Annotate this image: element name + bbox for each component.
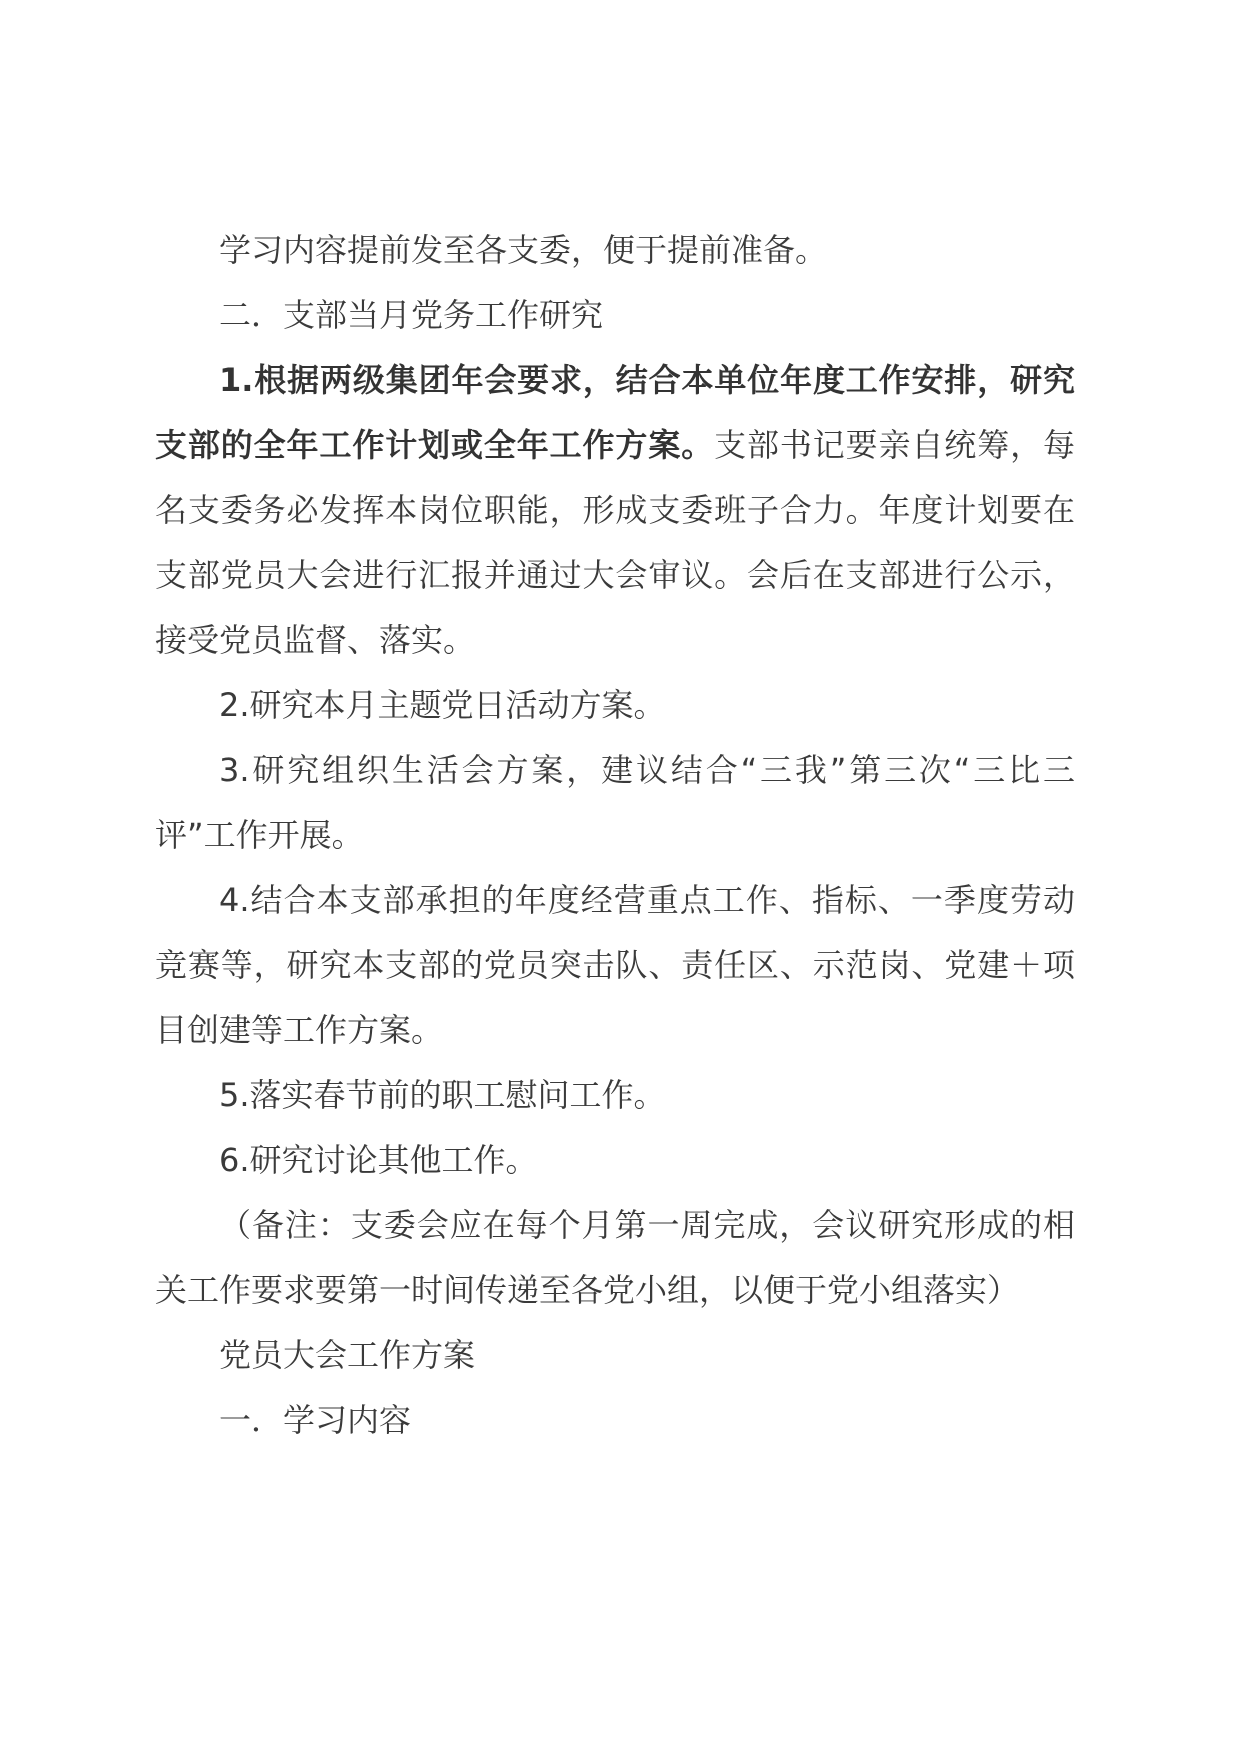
paragraph-item-1	[155, 348, 1075, 673]
paragraph-prepare-note: 学习内容提前发至各支委，便于提前准备。	[219, 231, 828, 269]
paragraph-item-4: 4.结合本支部承担的年度经营重点工作、指标、一季度劳动竞赛等，研究本支部的党员突击队、责任区、示范岗、党建＋项目创建等工作方案。	[155, 881, 1075, 1049]
section-heading-study-content: 一．学习内容	[219, 1401, 412, 1439]
paragraph-item-3: 3.研究组织生活会方案，建议结合“三我”第三次“三比三评”工作开展。	[155, 751, 1075, 854]
item-1-body: 支部书记要亲自统筹，每名支委务必发挥本岗位职能，形成支委班子合力。年度计划要在支部党员大会进行汇报并通过大会审议。会后在支部进行公示，接受党员监督、落实。	[155, 426, 1075, 659]
paragraph-item-6: 6.研究讨论其他工作。	[219, 1141, 538, 1179]
paragraph-item-2: 2.研究本月主题党日活动方案。	[219, 686, 666, 724]
document-body	[155, 218, 1075, 1453]
item-1-bold-lead: 1.根据两级集团年会要求，结合本单位年度工作安排，研究支部的全年工作计划或全年工作方案。	[155, 361, 1075, 464]
section-title-party-congress-plan: 党员大会工作方案	[219, 1336, 476, 1374]
paragraph-remark: （备注：支委会应在每个月第一周完成，会议研究形成的相关工作要求要第一时间传递至各党小组，以便于党小组落实）	[155, 1206, 1075, 1309]
section-heading-party-affairs: 二．支部当月党务工作研究	[219, 296, 604, 334]
paragraph-item-5: 5.落实春节前的职工慰问工作。	[219, 1076, 666, 1114]
